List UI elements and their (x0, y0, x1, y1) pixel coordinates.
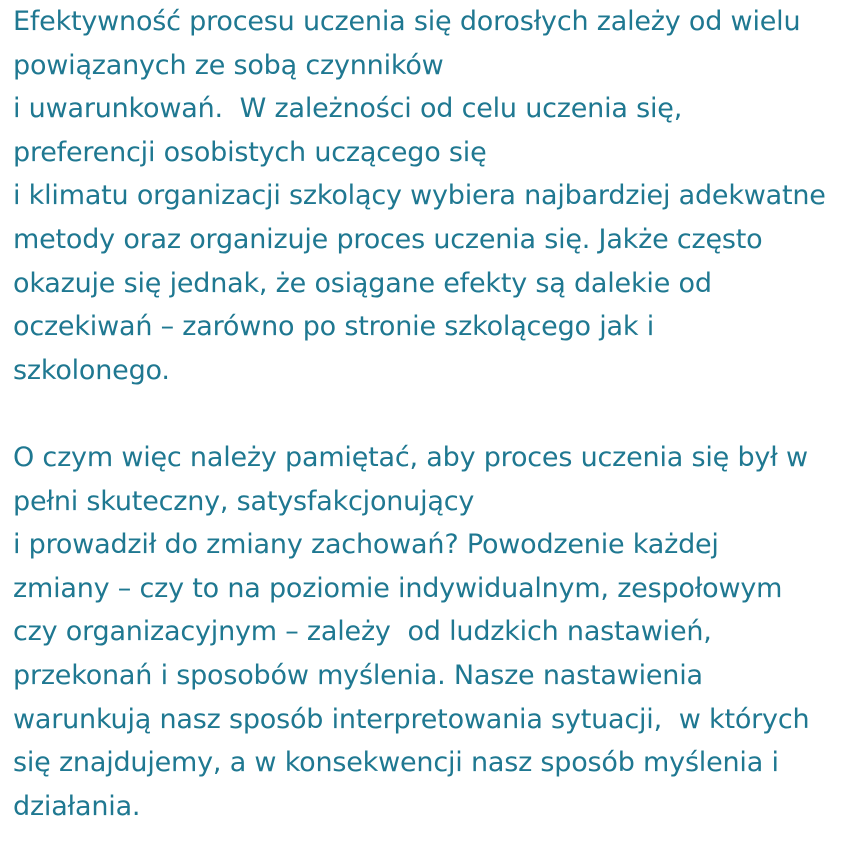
text-line: Efektywność procesu uczenia się dorosłych zależy od wielu (13, 6, 801, 37)
text-line: okazuje się jednak, że osiągane efekty są dalekie od (13, 267, 712, 299)
text-line: się znajdujemy, a w konsekwencji nasz sposób myślenia i (13, 747, 779, 779)
text-line: preferencji osobistych uczącego się (13, 136, 487, 168)
text-line: i klimatu organizacji szkolący wybiera najbardziej adekwatne (13, 180, 826, 212)
article-body (13, 0, 857, 828)
paragraph-2 (13, 436, 857, 828)
text-line: pełni skuteczny, satysfakcjonujący (13, 485, 475, 517)
text-line: i prowadził do zmiany zachowań? Powodzenie każdej (13, 529, 719, 561)
text-line: zmiany – czy to na poziomie indywidualnym, zespołowym (13, 572, 783, 604)
text-line: działania. (13, 790, 141, 822)
text-line: i uwarunkowań. W zależności od celu uczenia się, (13, 93, 683, 125)
text-line: czy organizacyjnym – zależy od ludzkich nastawień, (13, 616, 712, 648)
text-line: warunkują nasz sposób interpretowania sytuacji, w których (13, 703, 810, 735)
text-line: metody oraz organizuje proces uczenia się. Jakże często (13, 223, 763, 255)
text-line: oczekiwań – zarówno po stronie szkolącego jak i (13, 311, 654, 343)
text-line: powiązanych ze sobą czynników (13, 49, 444, 81)
paragraph-1 (13, 0, 857, 392)
text-line: szkolonego. (13, 354, 170, 386)
text-line: przekonań i sposobów myślenia. Nasze nastawienia (13, 659, 703, 691)
text-line: O czym więc należy pamiętać, aby proces uczenia się był w (13, 441, 808, 473)
